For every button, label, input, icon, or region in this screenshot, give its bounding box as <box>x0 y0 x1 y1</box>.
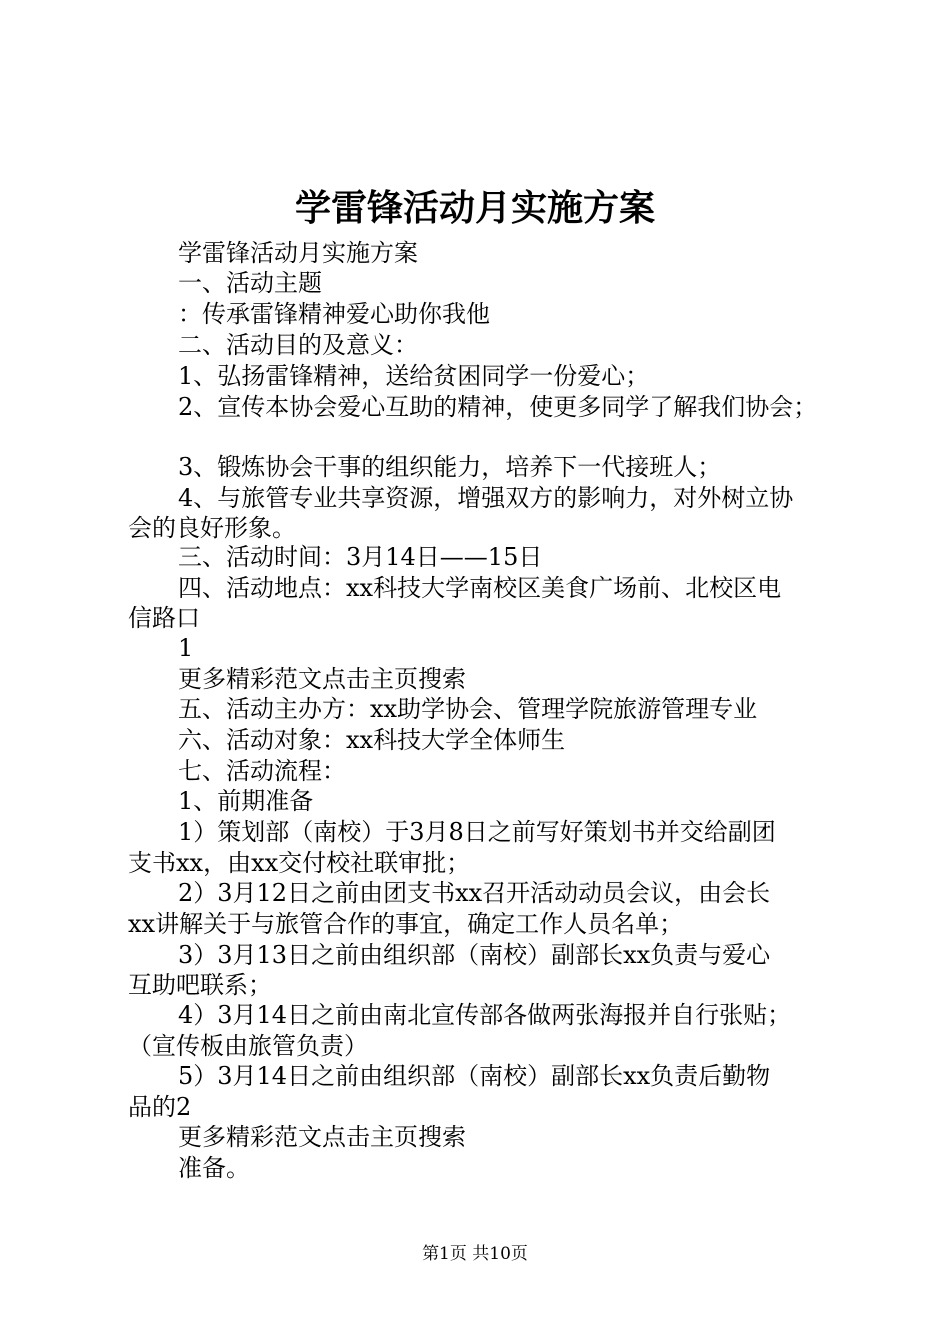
text-line: 支书xx，由xx交付校社联审批； <box>128 849 471 877</box>
text-line: 1、弘扬雷锋精神，送给贫困同学一份爱心； <box>178 362 650 390</box>
text-line: 3）3月13日之前由组织部（南校）副部长xx负责与爱心 <box>178 941 771 969</box>
page-footer: 第1页 共10页 <box>422 1244 528 1264</box>
text-line: 七、活动流程： <box>178 757 346 785</box>
text-line: 1、前期准备 <box>178 787 314 815</box>
text-line: 准备。 <box>178 1154 250 1182</box>
text-line: 一、活动主题 <box>178 269 322 297</box>
text-line: 2）3月12日之前由团支书xx召开活动动员会议，由会长 <box>178 879 771 907</box>
text-line: 互助吧联系； <box>128 971 272 999</box>
text-line: 3、锻炼协会干事的组织能力，培养下一代接班人； <box>178 453 722 481</box>
promo-line: 更多精彩范文点击主页搜索 <box>178 1123 466 1151</box>
text-line: 信路口 <box>128 604 200 632</box>
document-title: 学雷锋活动月实施方案 <box>294 187 655 229</box>
text-line: 四、活动地点：xx科技大学南校区美食广场前、北校区电 <box>178 574 782 602</box>
text-line: 1）策划部（南校）于3月8日之前写好策划书并交给副团 <box>178 818 776 846</box>
text-line: 4）3月14日之前由南北宣传部各做两张海报并自行张贴； <box>178 1001 792 1029</box>
text-line: 4、与旅管专业共享资源，增强双方的影响力，对外树立协 <box>178 484 794 512</box>
text-line: 五、活动主办方：xx助学协会、管理学院旅游管理专业 <box>178 695 758 723</box>
text-line: 二、活动目的及意义： <box>178 331 418 359</box>
text-line: ：传承雷锋精神爱心助你我他 <box>178 300 490 328</box>
text-line: xx讲解关于与旅管合作的事宜，确定工作人员名单； <box>128 910 684 938</box>
text-line: 学雷锋活动月实施方案 <box>178 239 418 267</box>
promo-line: 更多精彩范文点击主页搜索 <box>178 665 466 693</box>
text-line: 会的良好形象。 <box>128 514 296 542</box>
text-line: 品的2 <box>128 1093 192 1121</box>
text-line: （宣传板由旅管负责） <box>128 1032 368 1060</box>
page-number-marker: 1 <box>178 634 194 662</box>
text-line: 2、宣传本协会爱心互助的精神，使更多同学了解我们协会； <box>178 393 818 421</box>
text-line: 三、活动时间：3月14日——15日 <box>178 543 543 571</box>
text-line: 5）3月14日之前由组织部（南校）副部长xx负责后勤物 <box>178 1062 771 1090</box>
text-line: 六、活动对象：xx科技大学全体师生 <box>178 726 566 754</box>
